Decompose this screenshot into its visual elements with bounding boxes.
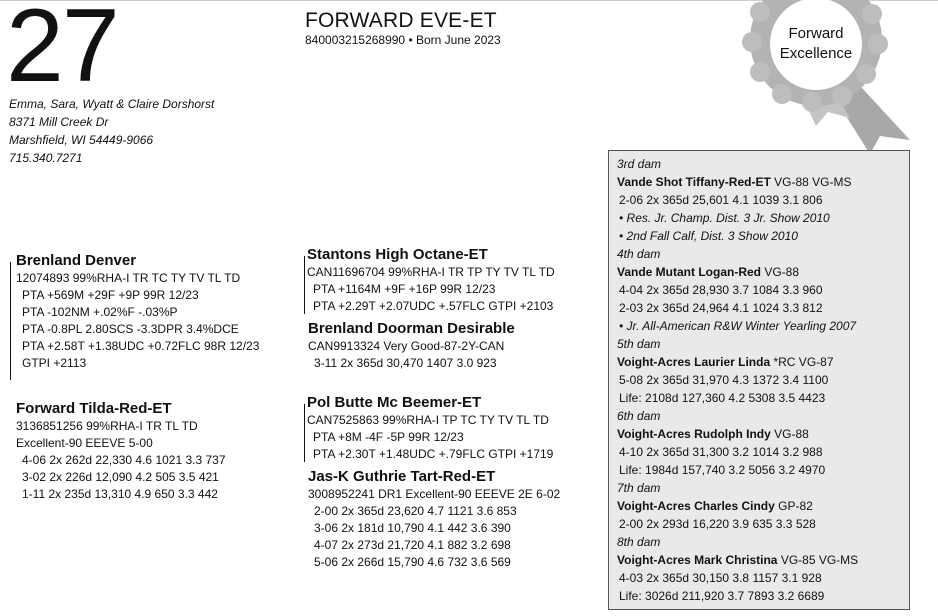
badge-line-2: Excellence [779,45,853,62]
dam-line: 1-11 2x 235d 13,310 4.9 650 3.3 442 [22,487,218,501]
ancestor-classification: GP-82 [774,499,813,513]
sire-line: PTA -102NM +.02%F -.03%P [22,305,178,319]
maternal-grandsire-line: PTA +8M -4F -5P 99R 12/23 [313,430,464,444]
ancestor-record: Life: 2108d 127,360 4.2 5308 3.5 4423 [619,391,826,405]
ancestor-name: Voight-Acres Mark Christina [617,553,778,567]
owner-address: 8371 Mill Creek Dr [9,115,109,129]
paternal-grandsire-line: PTA +2.29T +2.07UDC +.57FLC GTPI +2103 [313,299,554,313]
paternal-grandsire-line: PTA +1164M +9F +16P 99R 12/23 [313,282,496,296]
ancestor-record: 2-00 2x 293d 16,220 3.9 635 3.3 528 [619,517,816,531]
ancestor-classification: VG-88 [770,427,809,441]
maternal-granddam-line: 2-00 2x 365d 23,620 4.7 1121 3.6 853 [314,504,517,518]
dam-block [16,400,226,503]
ancestor-note: • Jr. All-American R&W Winter Yearling 2007 [619,319,857,333]
badge-line-1: Forward [788,25,844,42]
ancestor-record: Life: 1984d 157,740 3.2 5056 3.2 4970 [619,463,826,477]
ancestor-record: Life: 3026d 211,920 3.7 7893 3.2 6689 [619,589,825,603]
ancestor-note: • Res. Jr. Champ. Dist. 3 Jr. Show 2010 [619,211,830,225]
maternal-granddam-line: 3008952241 DR1 Excellent-90 EEEVE 2E 6-02 [308,487,561,501]
paternal-grandsire-line: CAN11696704 99%RHA-I TR TP TY TV TL TD [307,265,555,279]
maternal-grandsire-line: CAN7525863 99%RHA-I TP TC TY TV TL TD [307,413,549,427]
paternal-granddam-name: Brenland Doorman Desirable [308,320,515,337]
ancestor-classification: VG-88 VG-MS [770,175,852,189]
lot-number: 27 [6,0,118,104]
dam-line: 4-06 2x 262d 22,330 4.6 1021 3.3 737 [22,453,226,467]
ancestor-record: 2-06 2x 365d 25,601 4.1 1039 3.1 806 [619,193,823,207]
sire-line: 12074893 99%RHA-I TR TC TY TV TL TD [16,271,241,285]
owner-block [9,95,214,167]
dam-name: Forward Tilda-Red-ET [16,400,172,417]
maternal-granddam-name: Jas-K Guthrie Tart-Red-ET [308,468,496,485]
ancestor-name: Vande Mutant Logan-Red [617,265,761,279]
maternal-granddam-line: 4-07 2x 273d 21,720 4.1 882 3.2 698 [314,538,511,552]
dam-line: 3-02 2x 226d 12,090 4.2 505 3.5 421 [22,470,219,484]
animal-registration: 840003215268990 • Born June 2023 [305,33,501,47]
ancestor-name: Voight-Acres Charles Cindy [617,499,775,513]
maternal-granddam-line: 3-06 2x 181d 10,790 4.1 442 3.6 390 [314,521,511,535]
paternal-grandsire-block [307,246,555,315]
dam-generation: 3rd dam [617,157,662,171]
sire-line: PTA +2.58T +1.38UDC +0.72FLC 98R 12/23 [22,339,260,353]
sire-name: Brenland Denver [16,252,137,269]
paternal-granddam-line: CAN9913324 Very Good-87-2Y-CAN [308,339,505,353]
owner-name: Emma, Sara, Wyatt & Claire Dorshorst [9,97,215,111]
maternal-granddam-block [308,468,560,571]
animal-name: FORWARD EVE-ET [305,9,497,32]
sire-bracket [10,262,11,380]
dam-generation: 6th dam [617,409,661,423]
owner-phone: 715.340.7271 [9,151,83,165]
paternal-granddam-block [308,320,515,372]
ancestor-name: Voight-Acres Rudolph Indy [617,427,771,441]
ancestor-name: Vande Shot Tiffany-Red-ET [617,175,771,189]
ancestor-classification: VG-88 [761,265,800,279]
owner-city: Marshfield, WI 54449-9066 [9,133,154,147]
sire-line: PTA +569M +29F +9P 99R 12/23 [22,288,199,302]
dam-generation: 8th dam [617,535,661,549]
paternal-granddam-line: 3-11 2x 365d 30,470 1407 3.0 923 [314,356,497,370]
sire-line: PTA -0.8PL 2.80SCS -3.3DPR 3.4%DCE [22,322,239,336]
ancestor-record: 4-04 2x 365d 28,930 3.7 1084 3.3 960 [619,283,823,297]
sire-line: GTPI +2113 [22,356,87,370]
maternal-grandsire-block [307,394,553,463]
ancestor-note: • 2nd Fall Calf, Dist. 3 Show 2010 [619,229,798,243]
ancestor-classification: VG-85 VG-MS [777,553,859,567]
maternal-grandsire-name: Pol Butte Mc Beemer-ET [307,394,482,411]
dam-line: 3136851256 99%RHA-I TR TL TD [16,419,198,433]
ancestor-name: Voight-Acres Laurier Linda [617,355,771,369]
dam-generation: 5th dam [617,337,661,351]
badge-text [744,24,888,64]
ancestor-classification: *RC VG-87 [770,355,834,369]
maternal-grandsire-line: PTA +2.30T +1.48UDC +.79FLC GTPI +1719 [313,447,554,461]
ancestor-record: 4-03 2x 365d 30,150 3.8 1157 3.1 928 [619,571,822,585]
dam-generation: 7th dam [617,481,661,495]
maternal-granddam-line: 5-06 2x 266d 15,790 4.6 732 3.6 569 [314,555,511,569]
ancestor-record: 4-10 2x 365d 31,300 3.2 1014 3.2 988 [619,445,823,459]
sire-block [16,252,259,372]
animal-header [305,9,501,47]
paternal-grandsire-name: Stantons High Octane-ET [307,246,488,263]
maternal-bracket [304,404,305,462]
ancestor-record: 2-03 2x 365d 24,964 4.1 1024 3.3 812 [619,301,823,315]
maternal-line-box [608,150,910,610]
dam-line: Excellent-90 EEEVE 5-00 [16,436,153,450]
ancestor-record: 5-08 2x 365d 31,970 4.3 1372 3.4 1100 [619,373,829,387]
paternal-bracket [304,256,305,314]
dam-generation: 4th dam [617,247,661,261]
